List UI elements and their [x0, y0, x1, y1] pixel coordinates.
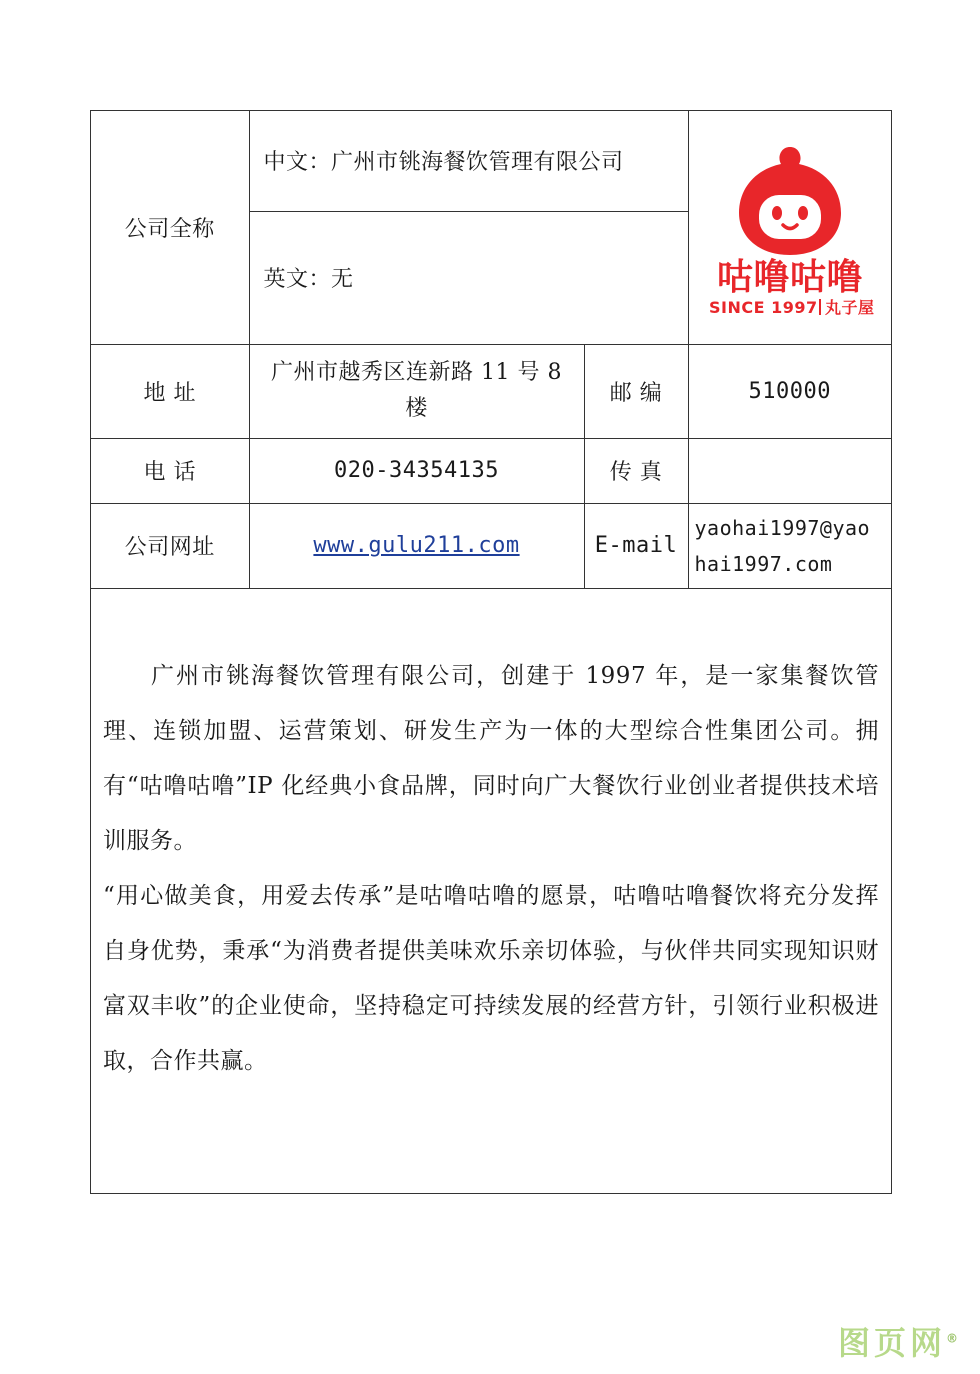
address-line-2: 楼: [405, 396, 428, 421]
brand-logo: [695, 137, 886, 317]
site-watermark: [838, 1318, 962, 1364]
intro-paragraph-2: “用心做美食，用爱去传承”是咕噜咕噜的愿景，咕噜咕噜餐饮将充分发挥自身优势，秉承“为消费者提供美味欢乐亲切体验，与伙伴共同实现知识财富双丰收”的企业使命，坚持稳定可持续发展的经营方针，引领行业积极进取，合作共赢。: [103, 883, 879, 1074]
logo-cell: [688, 111, 891, 344]
email-line-1: yaohai1997@yao: [694, 515, 871, 540]
logo-since-text: SINCE 1997: [708, 298, 818, 318]
fax-value: [688, 438, 891, 503]
fax-label: 传 真: [584, 438, 688, 503]
email-line-2: hai1997.com: [694, 551, 833, 576]
watermark-text: 图页网: [837, 1324, 946, 1362]
postcode-label: 邮 编: [584, 344, 688, 438]
website-label: 公司网址: [91, 503, 249, 588]
mascot-logo-icon: [697, 137, 883, 317]
address-value: [249, 344, 584, 438]
postcode-value: 510000: [688, 344, 891, 438]
company-introduction: [103, 649, 879, 1089]
company-info-sheet: [90, 110, 892, 1194]
logo-brand-text: 咕噜咕噜: [716, 257, 863, 299]
address-line-1: 广州市越秀区连新路 11 号 8: [271, 360, 562, 385]
logo-sub-text: 丸子屋: [824, 298, 875, 318]
company-info-table: [91, 111, 891, 589]
website-cell: [249, 503, 584, 588]
website-link[interactable]: www.gulu211.com: [313, 533, 520, 558]
address-label: 地 址: [91, 344, 249, 438]
company-name-label: 公司全称: [91, 111, 249, 344]
intro-paragraph-1: 广州市铫海餐饮管理有限公司，创建于 1997 年，是一家集餐饮管理、连锁加盟、运营策划、研发生产为一体的大型综合性集团公司。拥有“咕噜咕噜”IP 化经典小食品牌，同时向广大餐饮行业创业者提供技术培训服务。: [103, 663, 879, 854]
company-chinese-name: 中文：广州市铫海餐饮管理有限公司: [249, 111, 688, 211]
phone-label: 电 话: [91, 438, 249, 503]
phone-value: 020-34354135: [249, 438, 584, 503]
email-value: [688, 503, 891, 588]
email-label: E-mail: [584, 503, 688, 588]
company-english-name: 英文：无: [249, 211, 688, 344]
watermark-registered-mark: ®: [946, 1331, 962, 1346]
